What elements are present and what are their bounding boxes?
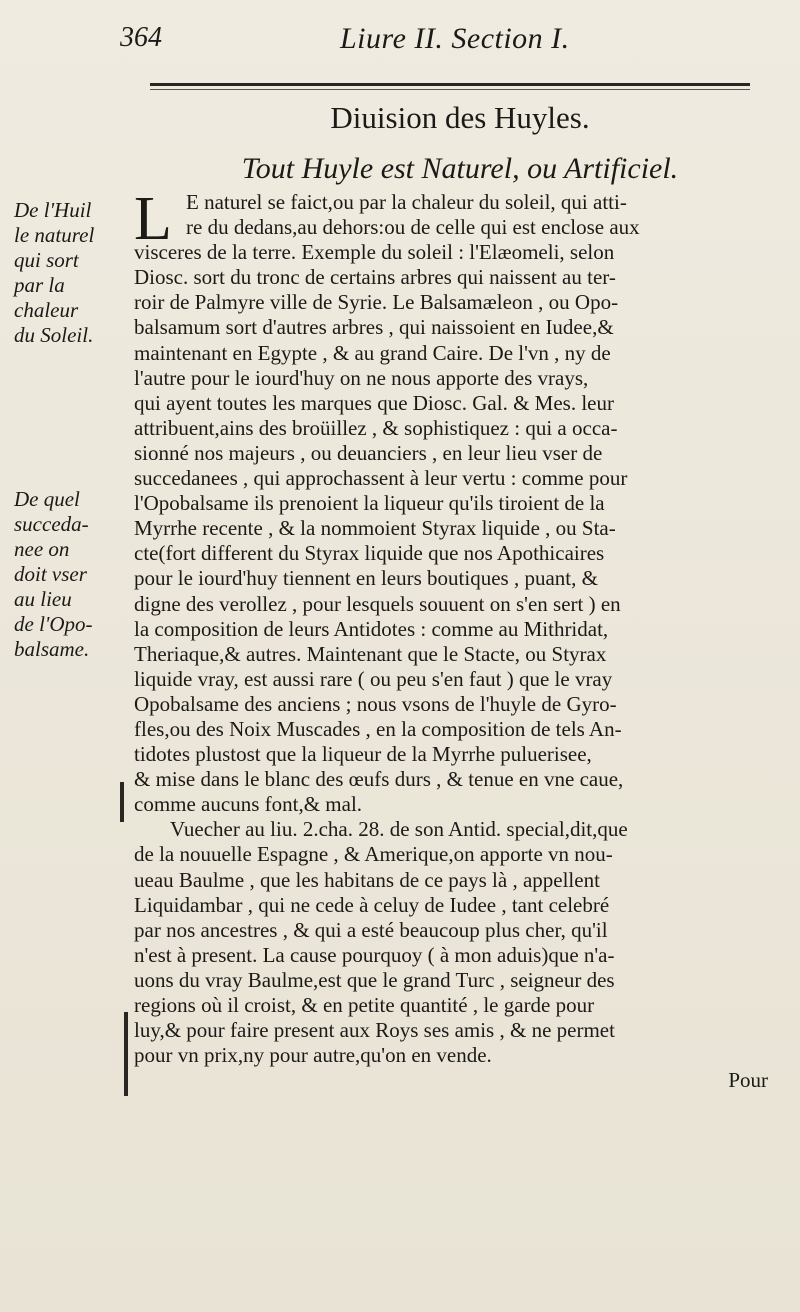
margin-note-line: du Soleil. [14,323,94,347]
margin-note-line: doit vser [14,562,87,586]
margin-note-line: par la [14,273,65,297]
body-line: Opobalsame des anciens ; nous vsons de l'huyle de Gyro- [134,691,617,716]
margin-note-line: nee on [14,537,70,561]
margin-note-line: De quel [14,487,80,511]
header-rule [150,83,750,86]
body-line: re du dedans,au dehors:ou de celle qui est enclose aux [186,215,640,240]
margin-note-substitute [14,487,134,662]
body-line: digne des verollez , pour lesquels souuent on s'en sert ) en [134,591,621,616]
body-line: qui ayent toutes les marques que Diosc. Gal. & Mes. leur [134,390,614,415]
body-line: succedanees , qui approchassent à leur vertu : comme pour [134,466,628,491]
body-line: l'Opobalsame ils prenoient la liqueur qu'ils tiroient de la [134,491,605,516]
body-line: Myrrhe recente , & la nommoient Styrax liquide , ou Sta- [134,516,616,541]
header-rule-thin [150,89,750,90]
body-line: Diosc. sort du tronc de certains arbres qui naissent au ter- [134,265,616,290]
margin-note-line: De l'Huil [14,198,92,222]
margin-bracket [120,782,124,822]
page-number: 364 [120,22,162,53]
body-line: uons du vray Baulme,est que le grand Turc , seigneur des [134,967,615,992]
margin-note-line: de l'Opo- [14,612,93,636]
margin-note-line: chaleur [14,298,79,322]
body-line: attribuent,ains des broüillez , & sophistiquez : qui a occa- [134,415,618,440]
body-line: E naturel se faict,ou par la chaleur du soleil, qui atti- [186,190,627,214]
body-line: Vuecher au liu. 2.cha. 28. de son Antid. special,dit,que [170,817,628,842]
margin-note-line: succeda- [14,512,89,536]
margin-note-line: au lieu [14,587,72,611]
body-line: pour le iourd'huy tiennent en leurs boutiques , puant, & [134,566,598,591]
body-line: & mise dans le blanc des œufs durs , & tenue en vne caue, [134,767,624,792]
body-line: ueau Baulme , que les habitans de ce pays là , appellent [134,867,600,892]
body-line: par nos ancestres , & qui a esté beaucoup plus cher, qu'il [134,917,608,942]
running-head [120,18,740,62]
margin-note-oil-sun [14,198,134,348]
body-line: luy,& pour faire present aux Roys ses amis , & ne permet [134,1018,615,1043]
running-title: Liure II. Section I. [340,22,570,55]
body-line: n'est à present. La cause pourquoy ( à mon aduis)que n'a- [134,942,615,967]
body-line: comme aucuns font,& mal. [134,792,363,817]
drop-cap: L [134,185,172,253]
body-line: cte(fort different du Styrax liquide que nos Apothicaires [134,541,605,566]
body-line: Theriaque,& autres. Maintenant que le Stacte, ou Styrax [134,641,607,666]
body-line: liquide vray, est aussi rare ( ou peu s'en faut ) que le vray [134,666,613,691]
body-line: roir de Palmyre ville de Syrie. Le Balsamæleon , ou Opo- [134,290,619,315]
body-line: l'autre pour le iourd'huy on ne nous apporte des vrays, [134,365,589,390]
margin-note-line: balsame. [14,637,90,661]
body-line: balsamum sort d'autres arbres , qui naissoient en Iudee,& [134,315,614,340]
body-line: la composition de leurs Antidotes : comme au Mithridat, [134,616,609,641]
body-line: tidotes plustost que la liqueur de la Myrrhe puluerisee, [134,742,592,767]
body-line: fles,ou des Noix Muscades , en la composition de tels An- [134,716,622,741]
body-line: de la nouuelle Espagne , & Amerique,on apporte vn nou- [134,842,613,867]
section-subtitle: Tout Huyle est Naturel, ou Artificiel. [241,152,679,185]
catchword: Pour [728,1068,768,1093]
section-title: Diuision des Huyles. [330,100,590,135]
body-line: maintenant en Egypte , & au grand Caire. De l'vn , ny de [134,340,611,365]
body-line: visceres de la terre. Exemple du soleil : l'Elæomeli, selon [134,240,615,265]
body-line: sionné nos majeurs , ou deuanciers , en leur lieu vser de [134,440,603,465]
body-text [134,185,788,1093]
body-line: regions où il croist, & en petite quantité , le garde pour [134,993,595,1017]
body-line: pour vn prix,ny pour autre,qu'on en vende. [134,1043,492,1068]
margin-note-line: qui sort [14,248,79,272]
body-line: Liquidambar , qui ne cede à celuy de Iudee , tant celebré [134,892,610,917]
margin-note-line: le naturel [14,223,95,247]
margin-bracket [124,1012,128,1096]
